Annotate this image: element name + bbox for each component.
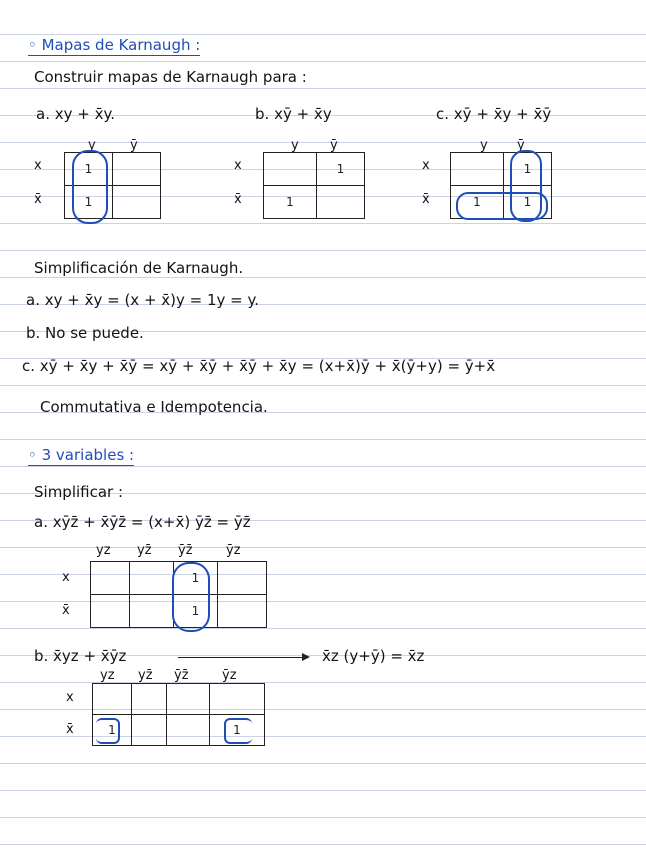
- map3b-col-yz: yz: [100, 668, 115, 683]
- item-a-expression: a. xy + x̄y.: [36, 105, 115, 123]
- kmap-b: [263, 152, 365, 219]
- map-a-row-x: x: [34, 158, 42, 173]
- arrow-icon: [178, 657, 308, 658]
- map3b-cell: 1: [93, 715, 132, 746]
- map-b-row-xbar: x̄: [234, 192, 242, 207]
- map-a-row-xbar: x̄: [34, 192, 42, 207]
- simplification-c: c. xȳ + x̄y + x̄ȳ = xȳ + x̄ȳ + x̄ȳ + x̄y = (x+x̄)ȳ + x̄(ȳ+y) = ȳ+x̄: [22, 357, 496, 375]
- map3a-cell: [130, 562, 174, 595]
- section-title-3-variables: ◦ 3 variables :: [28, 446, 135, 464]
- map-c-cell: 1: [504, 186, 552, 219]
- map3a-cell: 1: [174, 562, 218, 595]
- map3b-row-xbar: x̄: [66, 722, 74, 737]
- instruction-construct: Construir mapas de Karnaugh para :: [34, 68, 307, 86]
- map-c-cell: 1: [504, 153, 552, 186]
- map3a-cell: [91, 595, 130, 628]
- map-b-cell: 1: [264, 186, 317, 219]
- map3a-col-yz: yz: [96, 543, 111, 558]
- map3a-cell: 1: [174, 595, 218, 628]
- map3b-cell: [132, 715, 167, 746]
- map-a-group-loop: [72, 150, 108, 224]
- map-c-row-xbar: x̄: [422, 192, 430, 207]
- map3a-group-loop: [172, 562, 210, 632]
- map-c-group-loop-row: [456, 192, 548, 220]
- map-b-col-y: y: [291, 138, 299, 153]
- map3a-cell: [218, 562, 267, 595]
- map3a-col-ybarz: ȳz: [226, 543, 241, 558]
- map3b-cell: [167, 715, 210, 746]
- item-b-expression: b. xȳ + x̄y: [255, 105, 332, 123]
- map-c-col-ybar: ȳ: [517, 138, 525, 153]
- map3a-row-x: x: [62, 570, 70, 585]
- item-c-expression: c. xȳ + x̄y + x̄ȳ: [436, 105, 552, 123]
- map-b-cell: [264, 153, 317, 186]
- map3a-row-xbar: x̄: [62, 603, 70, 618]
- map3b-col-yzbar: yz̄: [138, 668, 153, 683]
- map-a-col-y: y: [88, 138, 96, 153]
- exercise-b-result: x̄z (y+ȳ) = x̄z: [322, 647, 425, 665]
- map-a-col-ybar: ȳ: [130, 138, 138, 153]
- map3a-cell: [218, 595, 267, 628]
- map3b-cell: [210, 684, 265, 715]
- map-c-row-x: x: [422, 158, 430, 173]
- map3a-col-yzbar: yz̄: [137, 543, 152, 558]
- map3a-col-ybarzbar: ȳz̄: [178, 543, 193, 558]
- simplification-heading: Simplificación de Karnaugh.: [34, 259, 244, 277]
- map3b-cell: [93, 684, 132, 715]
- map-a-cell: 1: [65, 186, 113, 219]
- exercise-a-expression: a. xȳz̄ + x̄ȳz̄ = (x+x̄) ȳz̄ = ȳz̄: [34, 513, 251, 531]
- simplification-b: b. No se puede.: [26, 324, 144, 342]
- map3b-cell: [167, 684, 210, 715]
- map3b-group-loop-left: [96, 718, 120, 744]
- map3b-col-ybarz: ȳz: [222, 668, 237, 683]
- map-c-cell: 1: [451, 186, 504, 219]
- map3a-cell: [91, 562, 130, 595]
- map3b-row-x: x: [66, 690, 74, 705]
- section-title-karnaugh: ◦ Mapas de Karnaugh :: [28, 36, 201, 54]
- map-b-row-x: x: [234, 158, 242, 173]
- map3b-group-loop-right: [224, 718, 252, 744]
- simplification-a: a. xy + x̄y = (x + x̄)y = 1y = y.: [26, 291, 260, 309]
- instruction-simplify: Simplificar :: [34, 483, 124, 501]
- map3b-col-ybarzbar: ȳz̄: [174, 668, 189, 683]
- map-c-cell: [451, 153, 504, 186]
- map-a-cell: [113, 153, 161, 186]
- map3b-cell: [132, 684, 167, 715]
- map3a-cell: [130, 595, 174, 628]
- map-c-col-y: y: [480, 138, 488, 153]
- map-b-cell: [317, 186, 365, 219]
- map-a-cell: 1: [65, 153, 113, 186]
- map-a-cell: [113, 186, 161, 219]
- exercise-b-expression: b. x̄yz + x̄ȳz: [34, 647, 127, 665]
- map-b-cell: 1: [317, 153, 365, 186]
- properties-note: Commutativa e Idempotencia.: [40, 398, 268, 416]
- map-b-col-ybar: ȳ: [330, 138, 338, 153]
- map3b-cell: 1: [210, 715, 265, 746]
